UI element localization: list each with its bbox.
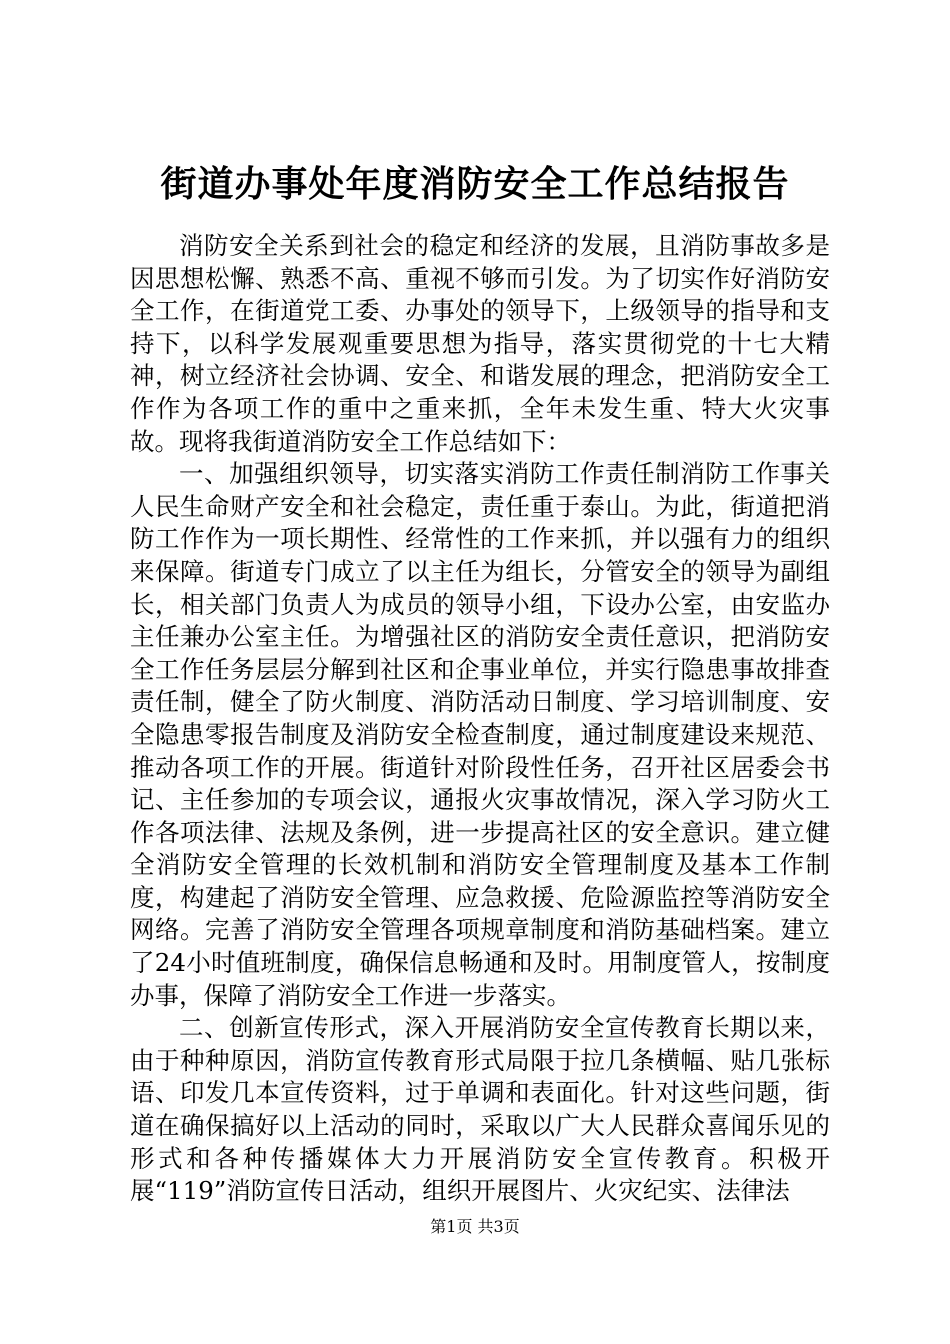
document-title: 街道办事处年度消防安全工作总结报告 bbox=[160, 163, 790, 205]
page-footer: 第1页 共3页 bbox=[430, 1217, 520, 1236]
paragraph-intro: 消防安全关系到社会的稳定和经济的发展，且消防事故多是因思想松懈、熟悉不高、重视不够而引发。为了切实作好消防安全工作，在街道党工委、办事处的领导下，上级领导的指导和支持下，以科学发展观重要思想为指导，落实贯彻党的十七大精神，树立经济社会协调、安全、和谐发展的理念，把消防安全工作作为各项工作的重中之重来抓，全年未发生重、特大火灾事故。现将我街道消防安全工作总结如下： bbox=[130, 231, 830, 456]
paragraph-section-2: 二、创新宣传形式，深入开展消防安全宣传教育长期以来，由于种种原因，消防宣传教育形式局限于拉几条横幅、贴几张标语、印发几本宣传资料，过于单调和表面化。针对这些问题，街道在确保搞好以上活动的同时，采取以广大人民群众喜闻乐见的形式和各种传播媒体大力开展消防安全宣传教育。积极开展“119”消防宣传日活动，组织开展图片、火灾纪实、法律法 bbox=[130, 1013, 830, 1206]
document-body bbox=[130, 230, 830, 1208]
paragraph-section-1: 一、加强组织领导，切实落实消防工作责任制消防工作事关人民生命财产安全和社会稳定，责任重于泰山。为此，街道把消防工作作为一项长期性、经常性的工作来抓，并以强有力的组织来保障。街道专门成立了以主任为组长，分管安全的领导为副组长，相关部门负责人为成员的领导小组，下设办公室，由安监办主任兼办公室主任。为增强社区的消防安全责任意识，把消防安全工作任务层层分解到社区和企事业单位，并实行隐患事故排查责任制，健全了防火制度、消防活动日制度、学习培训制度、安全隐患零报告制度及消防安全检查制度，通过制度建设来规范、推动各项工作的开展。街道针对阶段性任务，召开社区居委会书记、主任参加的专项会议，通报火灾事故情况，深入学习防火工作各项法律、法规及条例，进一步提高社区的安全意识。建立健全消防安全管理的长效机制和消防安全管理制度及基本工作制度，构建起了消防安全管理、应急救援、危险源监控等消防安全网络。完善了消防安全管理各项规章制度和消防基础档案。建立了24小时值班制度，确保信息畅通和及时。用制度管人，按制度办事，保障了消防安全工作进一步落实。 bbox=[130, 459, 830, 1010]
